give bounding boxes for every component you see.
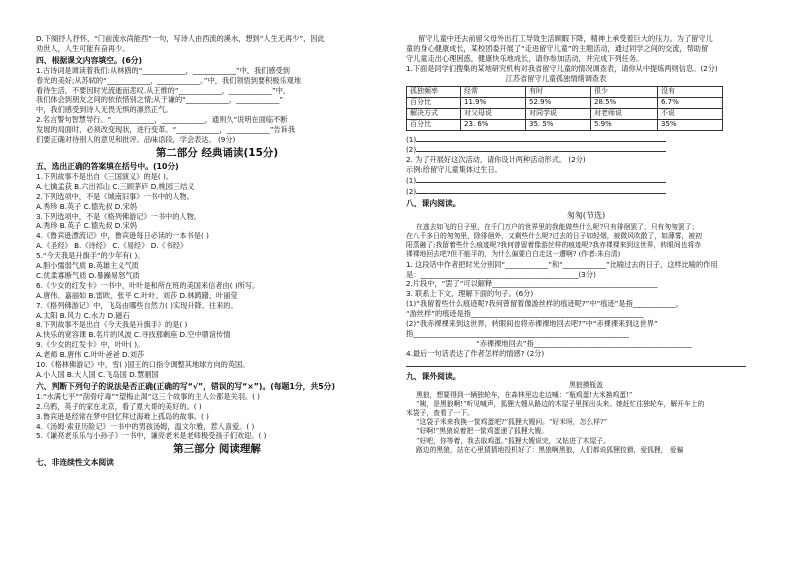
judge-line: 2.乌鸦，英子的家在北京，看了夏大哥的美好的。( ): [36, 401, 202, 411]
question-line[interactable]: (1)“我留着些什么痕迹呢?我何曾留着像游丝样的痕迹呢?”中“痕迹”是指____________，: [406, 299, 684, 309]
table-cell: 对老师说: [591, 108, 658, 119]
question-line: 2.下列选项中，不是《城南旧事》一书中的人物。: [36, 191, 194, 201]
passage-line: 裸裸地回去吧?但不能平的，为什么偏要白白走这一遭啊? (作者:朱自清): [406, 250, 621, 259]
story-line: “好啊!”黑狼说着把一筐鸡蛋递了狐狸大嫂。: [416, 427, 549, 436]
section-4-title: 四、根据课文内容填空。(6分): [36, 55, 143, 65]
table-row: [407, 97, 723, 108]
judge-line: 3.鲁宾逊是经常在梦中回忆拜过海难上孤岛的故事。( ): [36, 411, 209, 421]
table-cell: 孤独频率: [407, 86, 461, 97]
fill-line: 中，我们感受到诗人无畏无惧的凛然正气。: [36, 105, 173, 115]
table-cell: 经常: [461, 86, 526, 97]
table-row: [407, 119, 723, 130]
table-cell: 6.7%: [658, 97, 723, 108]
fill-line[interactable]: 发展的局面时，必须改变现状，进行变革。“____________，____________”告诉我: [36, 125, 296, 135]
table-cell: 5.9%: [591, 119, 658, 130]
option-line: A.快乐的宽容课 B.名片的风波 C.寻找那剩座 D.空中鼎谊传情: [36, 330, 231, 340]
table-cell: 52.9%: [526, 97, 591, 108]
section-9-title: 九、课外阅读。: [406, 371, 461, 381]
question-line: 3.下列选项中，不是《格列佛游记》一书中的人物。: [36, 211, 201, 221]
option-line: A.秀珍 B.英子 C.德先叔 D.宋妈: [36, 221, 137, 231]
option-line: A.秀珍 B.英子 C.德先叔 D.宋妈: [36, 201, 137, 211]
answer-line[interactable]: [406, 186, 766, 197]
option-line: A.胆小懦弱气质 B.英雄主义气质: [36, 261, 139, 271]
question-line: 5.“今天我是升旗手”的少年有( )。: [36, 251, 145, 261]
fill-line[interactable]: 我们体会到朋友之间的依依惜别之情;从于谦的“____________，____________”: [36, 95, 284, 105]
intro-line: 童的身心健康成长，某校团委开展了“走进留守儿童”的主题活动，通过同学之间的交流，帮助留: [406, 43, 709, 53]
story-line: “咦，是黑狼啊!”听见喊声，狐狸大嫂从路边的木屋子里探出头来。她赶忙往独轮车，解开车上的: [416, 399, 705, 408]
fill-line[interactable]: 春光的美好;从苏轼的“____________，____________。”中，我们领悟到要积极乐观地: [36, 75, 302, 85]
passage-line: 在八千多日的匆匆里，除徘徊外，又剩些什么呢?过去的日子如轻烟，被微风吹散了，如薄雾，被初: [406, 231, 702, 240]
intro-line: 守儿童走出心理困惑，健康快乐地成长，请你参加活动，并完成下列任务。: [406, 53, 644, 63]
question-line: 4.《鲁宾逊漂流记》中，鲁宾逊每日必读的一本书是( ): [36, 231, 209, 241]
option-line: C.优柔寡断气质 D.暴躁易怒气质: [36, 270, 140, 280]
table-title: 江苏省留守儿童孤独情绪调查表: [505, 73, 607, 83]
answer-blank[interactable]: [416, 134, 666, 142]
answer-label: (2): [406, 145, 417, 155]
question-line[interactable]: “赤裸裸地回去”指____________________________________________: [476, 338, 692, 348]
story-line: “好吧，你等着，我去取鸡蛋。”狐狸大嫂说完，又钻进了木屋子。: [416, 436, 610, 445]
table-row: [407, 86, 723, 97]
table-cell: 35%: [658, 119, 723, 130]
left-column: [36, 34, 398, 468]
option-line: A.太阳 B.风力 C.水力 D.磁石: [36, 310, 130, 320]
answer-blank[interactable]: [416, 175, 666, 183]
table-cell: 对同学说: [526, 108, 591, 119]
section-6-title: 六、判断下列句子的说法是否正确(正确的写“√”，错误的写“×”)。(每题1分，共5分): [36, 381, 336, 391]
table-cell: 23. 6%: [461, 119, 526, 130]
answer-label: (1): [406, 176, 417, 186]
part-2-title: 第二部分 经典诵读(15分): [155, 146, 279, 159]
table-cell: 11.9%: [461, 97, 526, 108]
fill-line[interactable]: 看待生活，不要因时光流逝而悲叹.从王维的“____________，____________”中，: [36, 85, 291, 95]
passage-line: 阳蒸融了;我留着些什么痕迹呢?我何曾留着像游丝样的痕迹呢?我赤裸裸来到这世界，转眼间也将赤: [406, 241, 702, 250]
table-row: [407, 108, 723, 119]
table-cell: 有时: [526, 86, 591, 97]
passage-line: 在逃去如飞的日子里，在千门万户的世界里的我能做些什么呢?只有徘徊罢了，只有匆匆罢了；: [416, 222, 699, 231]
table-cell: 解决方式: [407, 108, 461, 119]
fill-line: 们要正确对待别人的意见和批评。品味语段，学会表达。 (9分): [36, 135, 236, 145]
question-line[interactable]: 2.片段中，“罢了”可以解释______________________________________________: [406, 279, 658, 289]
question-line: 4.最后一句话表达了作者怎样的情感? (2分): [406, 348, 545, 358]
story-line: 米袋子，查看了一下。: [406, 409, 474, 418]
question-line[interactable]: “游丝样”的痕迹是指________________________________________________: [406, 309, 644, 319]
part-3-title: 第三部分 阅读理解: [173, 443, 261, 456]
answer-blank[interactable]: [416, 186, 666, 194]
text-line: D.下阕抒人抒怀，“门前流水尚能西”一句，写诗人由西流的溪水，想到“人生无再少”，因此: [36, 34, 325, 43]
answer-line[interactable]: [406, 134, 766, 145]
question-line: 1.下列故事不是出自《三国演义》的是( )。: [36, 171, 173, 181]
question-line[interactable]: 是：____________________________________________(3分): [406, 269, 596, 279]
question-line: 6.《少女的红发卡》一书中，叶叶是和所在班的美国来信者由( )所写。: [36, 280, 260, 290]
table-cell: 28.5%: [591, 97, 658, 108]
example-line: 示例:给留守儿童集体过生日。: [406, 165, 502, 175]
section-8-title: 八、课内阅读。: [406, 198, 461, 208]
option-line: A.七擒孟获 B.六出祁山 C.三顾茅庐 D.桃园三结义: [36, 181, 195, 191]
fill-line[interactable]: 2.名言警句智慧导行。“____________，____________，通则久”说明在面临不断: [36, 115, 288, 125]
option-line: A.老师 B.唐伟 C.叶叶爸爸 D.刘莎: [36, 350, 145, 360]
story-line: “这袋子米来我换一筐鸡蛋吧?”狐狸大嫂问。“好米呀，怎么样?”: [416, 418, 608, 427]
answer-line[interactable]: [406, 144, 766, 155]
option-line: A.唐伟、嘉丽如 B.雷欧、张平 C.叶叶、刘莎 D.林踌躇、叶丽莹: [36, 290, 238, 300]
question-line: 7.《格列佛游记》中，飞岛由哪些自然力( )实现升降、往来的。: [36, 300, 238, 310]
answer-line[interactable]: [406, 359, 766, 370]
table-cell: 35. 5%: [526, 119, 591, 130]
answer-line[interactable]: [406, 175, 766, 186]
question-line: 10.《格林佛游记》中，雪( )国王的口指令调整其地球方向的英国。: [36, 360, 250, 370]
question-line: 3. 联系上下文，理解下面的句子。(6分): [406, 289, 534, 299]
option-line: A.小人国 B.大人国 C.飞岛国 D.慧骃国: [36, 370, 159, 379]
story-line: 路边的黑狼，站在心里猜猜地投机好了：黑狼啊黑狼，人们都说狐狸狡猾，爱狐狸， 爱骗: [416, 445, 684, 454]
question-line: 8.下列故事不是出自《今天我是升旗手》的是( ): [36, 320, 188, 330]
question-line: 9.《少女的红发卡》中，叶叶( )。: [36, 340, 145, 350]
judge-line: 4.《汤姆·索亚历险记》一书中的男孩汤姆，温文尔雅，惹人喜爱。( ): [36, 421, 255, 431]
judge-line: 5.《谦亮老乐乐与小孙子》一书中，谦亮老米是老师极受孩子们欢迎。( ): [36, 431, 267, 441]
answer-label: (1): [406, 134, 417, 144]
judge-line: 1.“水满七平”“刮骨疗毒”“望梅止渴”这三个故事的主人公都是关羽。( ): [36, 391, 260, 401]
right-column: [406, 34, 766, 455]
question-line: 2. 为了开展好这次活动，请你设计两种活动形式。 (2分): [406, 155, 586, 165]
answer-blank[interactable]: [416, 144, 666, 152]
story-line: 黑狼，想要得到一辆独轮车，在森林里边走边喊：“瓶鸡蛋!大米换鸡蛋!”: [416, 390, 633, 399]
intro-line: 1.下面是同学们搜集的某地研究机构对我省留守儿童的情况调查表，请你从中提炼两则信息。(2分): [406, 63, 718, 73]
table-cell: 不说: [658, 108, 723, 119]
table-cell: 很少: [591, 86, 658, 97]
question-line[interactable]: 指____________________________________________________________: [406, 328, 629, 338]
section-7-title: 七、非连续性文本阅读: [36, 458, 114, 468]
question-line: (2)“我赤裸裸来到这世界，转眼间也将赤裸裸地回去吧?”中“赤裸裸来到这世界”: [406, 319, 658, 329]
table-cell: 百分比: [407, 97, 461, 108]
passage-title: 匆匆(节选): [566, 210, 606, 220]
table-cell: 百分比: [407, 119, 461, 130]
section-5-title: 五、选出正确的答案填在括号中。(10分): [36, 161, 179, 171]
answer-blank[interactable]: [406, 359, 746, 367]
question-line[interactable]: 1. 这段话中作者把时光分别同“____________”和“____________”比喻过去的日子，这样比喻的作用: [406, 259, 718, 269]
intro-line: 留守儿童中还去前留父母外出打工导致生活顾暇下降，精神上承受着巨大的压力。为了留守儿: [418, 34, 713, 43]
table-cell: 没有: [658, 86, 723, 97]
fill-line[interactable]: 1.古诗词是调读着我们:从林鸥的“____________，____________”中，我们感受到: [36, 65, 290, 75]
option-line: A.《圣经》 B.《诗经》 C.《易经》 D.《书经》: [36, 241, 188, 251]
survey-table: [406, 86, 723, 131]
story-title: 黑狼摸瓶盖: [569, 381, 603, 390]
text-line: 劝世人，人生可能有奋再少。: [36, 43, 130, 53]
table-cell: 对父母说: [461, 108, 526, 119]
answer-label: (2): [406, 187, 417, 197]
